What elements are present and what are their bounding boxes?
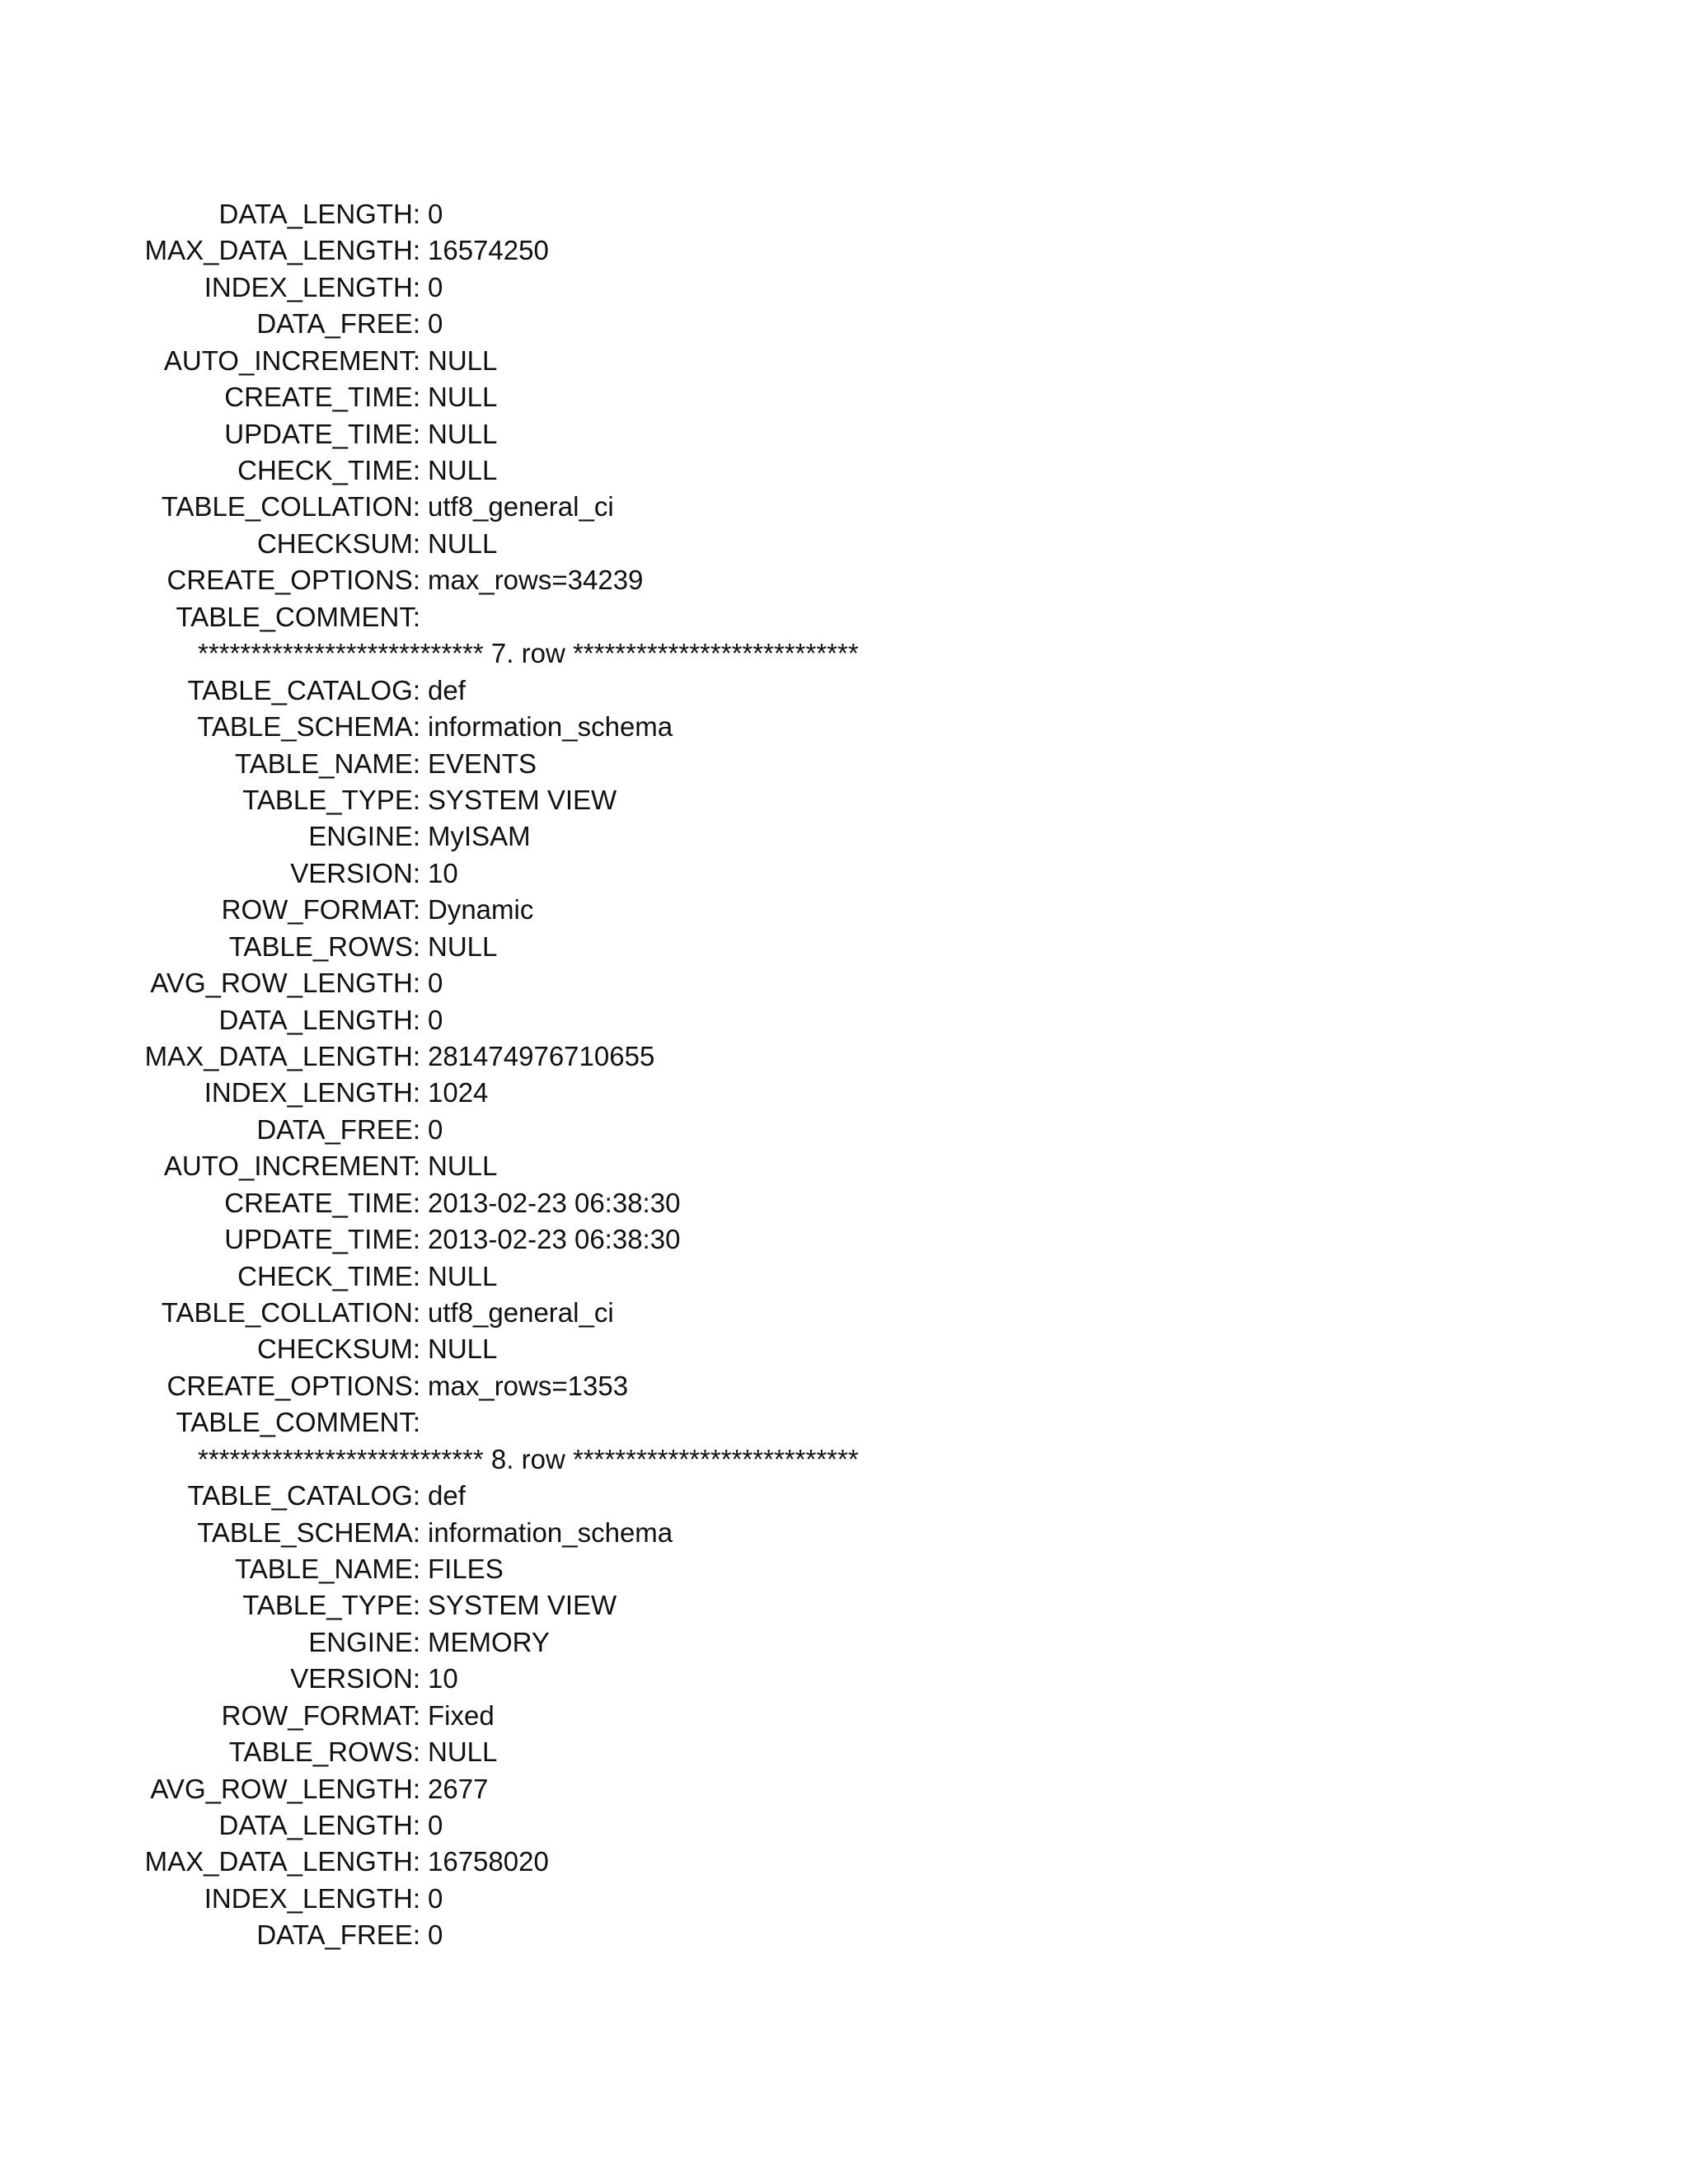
field-label: AUTO_INCREMENT: [163, 344, 413, 376]
row-separator-text: *************************** 7. row ***************************: [198, 638, 859, 669]
field-line: [0, 1404, 1688, 1441]
field-label: DATA_FREE: [256, 308, 413, 340]
field-value: NULL: [428, 930, 498, 962]
field-line: [0, 1185, 1688, 1221]
field-label: INDEX_LENGTH: [204, 1882, 413, 1914]
field-line: [0, 489, 1688, 525]
field-line: [0, 1807, 1688, 1844]
field-label: MAX_DATA_LENGTH: [144, 1846, 413, 1877]
field-label: TABLE_ROWS: [228, 930, 413, 962]
field-label: TABLE_NAME: [235, 748, 413, 779]
field-value: EVENTS: [428, 748, 537, 779]
field-label: ROW_FORMAT: [221, 894, 413, 926]
field-value: 0: [428, 1919, 443, 1951]
field-colon: :: [412, 382, 420, 413]
field-label: TABLE_SCHEMA: [197, 1516, 413, 1548]
field-colon: :: [412, 1553, 420, 1584]
field-line: [0, 1515, 1688, 1551]
field-label: AVG_ROW_LENGTH: [150, 968, 413, 998]
field-value: NULL: [428, 344, 498, 376]
field-line: [0, 1734, 1688, 1770]
field-label: ENGINE: [308, 1626, 413, 1657]
field-value: NULL: [428, 1333, 498, 1365]
field-line: [0, 269, 1688, 306]
field-value: 0: [428, 1882, 443, 1914]
field-colon: :: [412, 455, 420, 485]
field-colon: :: [412, 1736, 420, 1768]
field-value: NULL: [428, 1736, 498, 1768]
field-label: UPDATE_TIME: [224, 1224, 413, 1254]
field-line: [0, 1698, 1688, 1734]
field-line: [0, 782, 1688, 818]
field-value: 2677: [428, 1773, 489, 1804]
row-separator-text: *************************** 8. row ***************************: [198, 1443, 859, 1474]
field-line: [0, 1295, 1688, 1331]
field-line: [0, 1587, 1688, 1624]
field-label: CHECKSUM: [256, 527, 413, 559]
field-value: 10: [428, 857, 458, 888]
field-line: [0, 1551, 1688, 1587]
field-label: ENGINE: [308, 821, 413, 852]
field-line: [0, 599, 1688, 635]
field-colon: :: [412, 491, 420, 523]
field-value: NULL: [428, 527, 498, 559]
field-colon: :: [412, 1333, 420, 1365]
field-colon: :: [412, 1407, 420, 1438]
field-line: [0, 1112, 1688, 1148]
field-label: VERSION: [290, 1663, 413, 1694]
field-value: def: [428, 1480, 466, 1511]
field-value: 1024: [428, 1077, 489, 1108]
field-value: NULL: [428, 418, 498, 449]
field-line: [0, 1881, 1688, 1917]
field-value: max_rows=1353: [428, 1370, 629, 1401]
field-label: INDEX_LENGTH: [204, 271, 413, 302]
field-value: MyISAM: [428, 821, 531, 852]
field-value: max_rows=34239: [428, 565, 644, 596]
field-value: 281474976710655: [428, 1040, 655, 1071]
field-value: information_schema: [428, 711, 673, 742]
field-value: 2013-02-23 06:38:30: [428, 1187, 681, 1218]
field-line: [0, 1661, 1688, 1697]
field-colon: :: [412, 1663, 420, 1694]
field-label: AUTO_INCREMENT: [163, 1151, 413, 1182]
field-colon: :: [412, 344, 420, 376]
field-value: 2013-02-23 06:38:30: [428, 1224, 681, 1254]
field-line: [0, 1148, 1688, 1184]
field-line: [0, 1771, 1688, 1807]
field-label: DATA_FREE: [256, 1113, 413, 1145]
field-line: [0, 1002, 1688, 1038]
field-label: INDEX_LENGTH: [204, 1077, 413, 1108]
row-separator: [0, 635, 1688, 672]
field-label: TABLE_TYPE: [242, 784, 413, 815]
field-label: CHECK_TIME: [237, 1260, 413, 1291]
field-label: DATA_LENGTH: [218, 1809, 413, 1840]
field-line: [0, 1624, 1688, 1661]
field-colon: :: [412, 930, 420, 962]
field-label: TABLE_COLLATION: [161, 491, 413, 523]
field-value: 0: [428, 1809, 443, 1840]
field-label: DATA_LENGTH: [218, 1004, 413, 1035]
field-value: MEMORY: [428, 1626, 550, 1657]
field-label: TABLE_CATALOG: [187, 674, 413, 705]
field-value: information_schema: [428, 1516, 673, 1548]
field-label: AVG_ROW_LENGTH: [150, 1773, 413, 1804]
field-value: utf8_general_ci: [428, 1296, 614, 1328]
field-colon: :: [412, 235, 420, 266]
field-line: [0, 1258, 1688, 1295]
field-colon: :: [412, 199, 420, 229]
field-colon: :: [412, 1296, 420, 1328]
field-colon: :: [412, 1187, 420, 1218]
field-label: DATA_LENGTH: [218, 199, 413, 229]
field-colon: :: [412, 527, 420, 559]
field-line: [0, 452, 1688, 489]
field-label: TABLE_CATALOG: [187, 1480, 413, 1511]
field-value: Dynamic: [428, 894, 534, 926]
field-value: 0: [428, 1004, 443, 1035]
field-value: 0: [428, 199, 443, 229]
field-colon: :: [412, 1626, 420, 1657]
field-label: CREATE_TIME: [224, 1187, 413, 1218]
field-label: TABLE_COLLATION: [161, 1296, 413, 1328]
field-label: TABLE_TYPE: [242, 1590, 413, 1621]
field-colon: :: [412, 1516, 420, 1548]
field-colon: :: [412, 748, 420, 779]
field-label: ROW_FORMAT: [221, 1699, 413, 1731]
field-line: [0, 746, 1688, 782]
field-value: NULL: [428, 382, 498, 413]
field-value: 16574250: [428, 235, 549, 266]
field-line: [0, 818, 1688, 855]
field-label: CHECK_TIME: [237, 455, 413, 485]
field-colon: :: [412, 1151, 420, 1182]
field-line: [0, 1331, 1688, 1367]
field-colon: :: [412, 1040, 420, 1071]
field-colon: :: [412, 308, 420, 340]
field-label: TABLE_SCHEMA: [197, 711, 413, 742]
field-colon: :: [412, 418, 420, 449]
field-line: [0, 1221, 1688, 1258]
field-colon: :: [412, 968, 420, 998]
field-colon: :: [412, 1113, 420, 1145]
field-label: TABLE_ROWS: [228, 1736, 413, 1768]
field-line: [0, 232, 1688, 269]
field-line: [0, 1038, 1688, 1075]
field-label: DATA_FREE: [256, 1919, 413, 1951]
field-label: CREATE_OPTIONS: [166, 1370, 413, 1401]
field-value: utf8_general_ci: [428, 491, 614, 523]
field-line: [0, 526, 1688, 562]
field-value: NULL: [428, 1260, 498, 1291]
field-value: def: [428, 674, 466, 705]
field-colon: :: [412, 271, 420, 302]
field-colon: :: [412, 894, 420, 926]
field-colon: :: [412, 601, 420, 632]
field-colon: :: [412, 821, 420, 852]
field-line: [0, 855, 1688, 892]
field-label: CREATE_OPTIONS: [166, 565, 413, 596]
field-colon: :: [412, 1224, 420, 1254]
field-line: [0, 929, 1688, 965]
field-label: MAX_DATA_LENGTH: [144, 235, 413, 266]
field-line: [0, 196, 1688, 232]
field-colon: :: [412, 1882, 420, 1914]
field-value: 10: [428, 1663, 458, 1694]
field-colon: :: [412, 1919, 420, 1951]
field-colon: :: [412, 1699, 420, 1731]
field-label: MAX_DATA_LENGTH: [144, 1040, 413, 1071]
field-value: NULL: [428, 455, 498, 485]
row-separator: [0, 1441, 1688, 1478]
field-value: Fixed: [428, 1699, 495, 1731]
field-line: [0, 1368, 1688, 1404]
field-colon: :: [412, 784, 420, 815]
field-line: [0, 1917, 1688, 1953]
field-colon: :: [412, 565, 420, 596]
field-colon: :: [412, 857, 420, 888]
field-colon: :: [412, 1773, 420, 1804]
field-line: [0, 1478, 1688, 1514]
field-line: [0, 892, 1688, 928]
field-colon: :: [412, 711, 420, 742]
field-label: TABLE_NAME: [235, 1553, 413, 1584]
field-colon: :: [412, 1004, 420, 1035]
field-value: NULL: [428, 1151, 498, 1182]
field-colon: :: [412, 1590, 420, 1621]
field-line: [0, 416, 1688, 452]
field-line: [0, 965, 1688, 1001]
field-colon: :: [412, 1077, 420, 1108]
field-line: [0, 562, 1688, 598]
field-value: 0: [428, 968, 443, 998]
field-label: TABLE_COMMENT: [176, 601, 413, 632]
field-line: [0, 709, 1688, 745]
field-colon: :: [412, 1846, 420, 1877]
field-value: 16758020: [428, 1846, 549, 1877]
field-line: [0, 306, 1688, 342]
field-line: [0, 1075, 1688, 1111]
field-value: SYSTEM VIEW: [428, 784, 617, 815]
field-colon: :: [412, 1370, 420, 1401]
field-line: [0, 379, 1688, 415]
field-value: 0: [428, 308, 443, 340]
field-value: SYSTEM VIEW: [428, 1590, 617, 1621]
field-colon: :: [412, 1809, 420, 1840]
field-colon: :: [412, 1480, 420, 1511]
field-label: CHECKSUM: [256, 1333, 413, 1365]
field-line: [0, 343, 1688, 379]
field-line: [0, 1844, 1688, 1880]
field-label: TABLE_COMMENT: [176, 1407, 413, 1438]
field-value: FILES: [428, 1553, 504, 1584]
field-value: 0: [428, 1113, 443, 1145]
field-label: CREATE_TIME: [224, 382, 413, 413]
field-label: VERSION: [290, 857, 413, 888]
field-value: 0: [428, 271, 443, 302]
field-colon: :: [412, 674, 420, 705]
field-line: [0, 673, 1688, 709]
field-colon: :: [412, 1260, 420, 1291]
field-label: UPDATE_TIME: [224, 418, 413, 449]
